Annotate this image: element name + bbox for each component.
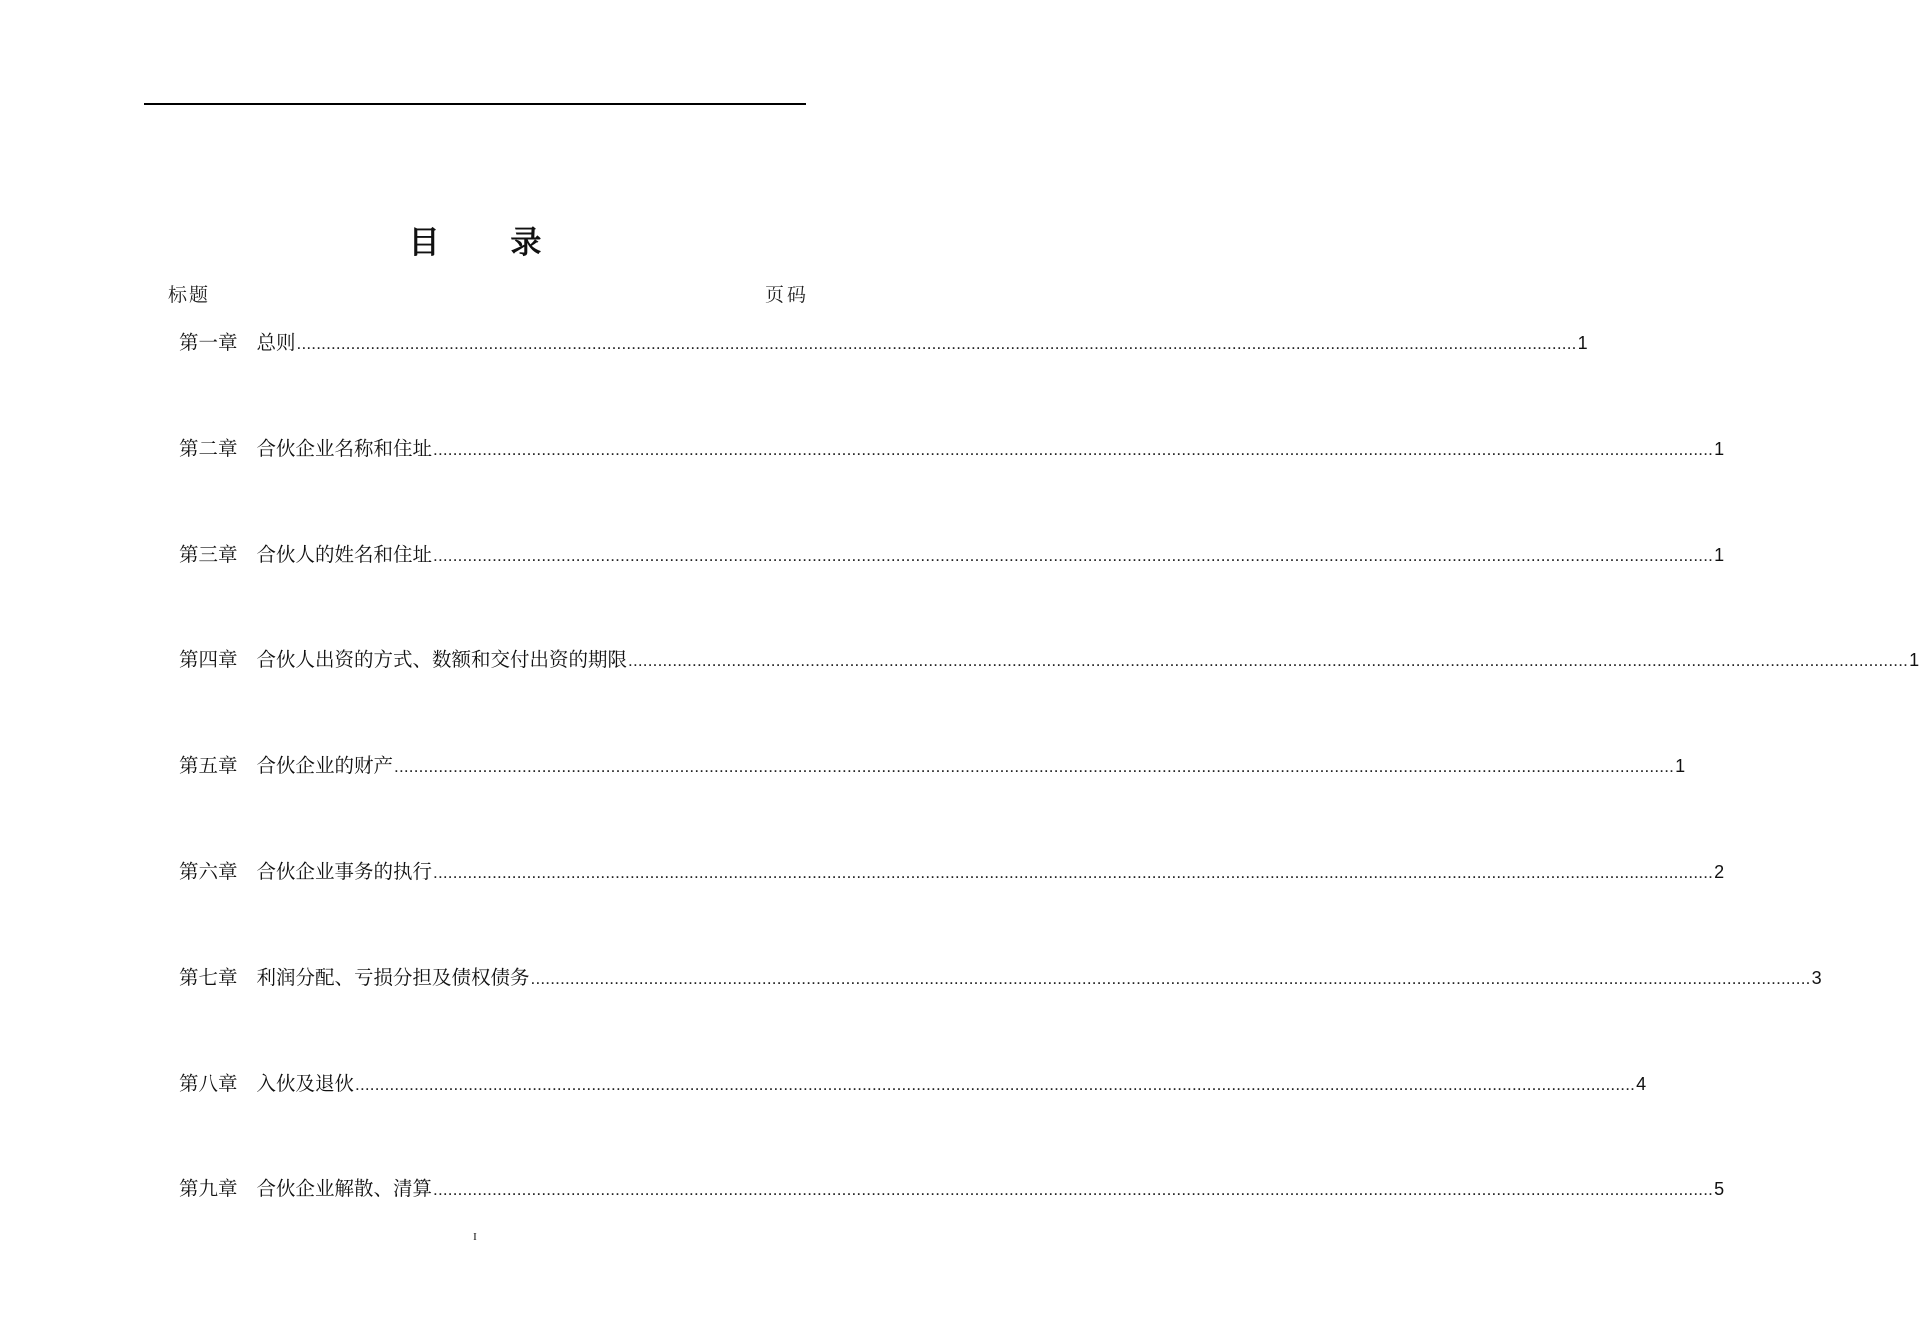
toc-heading: 合伙企业名称和住址 (256, 436, 433, 460)
dot-leader: .................................................................................................................................................................................................................................................................... (433, 439, 1714, 459)
toc-list (179, 329, 1919, 1281)
toc-entry-6[interactable] (179, 858, 1725, 964)
dot-leader: .................................................................................................................................................................................................................................................................... (433, 545, 1714, 565)
dot-leader: .................................................................................................................................................................................................................................................................... (296, 334, 1577, 353)
toc-page-number: 1 (1909, 650, 1919, 671)
dot-leader: .................................................................................................................................................................................................................................................................... (355, 1074, 1636, 1094)
toc-entry-4[interactable] (179, 646, 1919, 752)
toc-chapter-label: 第三章 (179, 542, 238, 566)
toc-chapter-label: 第八章 (179, 1071, 238, 1095)
toc-entry-9[interactable] (179, 1175, 1725, 1281)
toc-heading: 入伙及退伙 (256, 1071, 355, 1095)
toc-heading: 合伙人的姓名和住址 (256, 542, 433, 566)
dot-leader: .................................................................................................................................................................................................................................................................... (530, 968, 1811, 988)
dot-leader: .................................................................................................................................................................................................................................................................... (394, 757, 1675, 777)
toc-chapter-label: 第七章 (179, 965, 238, 989)
toc-entry-7[interactable] (179, 964, 1822, 1070)
dot-leader: .................................................................................................................................................................................................................................................................... (433, 1180, 1714, 1200)
toc-chapter-label: 第五章 (179, 754, 238, 778)
page-column-header: 页码 (764, 284, 809, 306)
toc-entry-8[interactable] (179, 1070, 1647, 1176)
toc-page-number: 5 (1714, 1179, 1725, 1200)
toc-heading: 合伙企业事务的执行 (256, 859, 433, 883)
toc-entry-2[interactable] (179, 435, 1725, 541)
toc-chapter-label: 第四章 (179, 648, 238, 672)
toc-title: 目 录 (408, 225, 572, 261)
toc-heading: 总则 (256, 331, 296, 354)
toc-page-number: 1 (1714, 544, 1725, 565)
toc-page-number: 1 (1577, 333, 1588, 353)
toc-entry-5[interactable] (179, 752, 1686, 858)
toc-chapter-label: 第六章 (179, 859, 238, 883)
toc-chapter-label: 第二章 (179, 436, 238, 460)
title-column-header: 标题 (168, 284, 211, 306)
toc-page-number: 3 (1811, 967, 1822, 988)
toc-heading: 利润分配、亏损分担及债权债务 (256, 965, 530, 989)
toc-heading: 合伙企业解散、清算 (256, 1177, 433, 1201)
header-rule (144, 103, 806, 105)
toc-heading: 合伙企业的财产 (256, 754, 394, 778)
toc-page-number: 1 (1714, 438, 1725, 459)
toc-entry-1[interactable] (179, 329, 1588, 435)
footer-page-number: I (473, 1231, 477, 1243)
dot-leader: .................................................................................................................................................................................................................................................................... (433, 862, 1714, 882)
toc-heading: 合伙人出资的方式、数额和交付出资的期限 (256, 648, 628, 672)
dot-leader: .................................................................................................................................................................................................................................................................... (628, 651, 1909, 671)
toc-page-number: 2 (1714, 861, 1725, 882)
toc-chapter-label: 第一章 (179, 331, 238, 354)
toc-chapter-label: 第九章 (179, 1177, 238, 1201)
toc-entry-3[interactable] (179, 541, 1725, 647)
toc-page-number: 1 (1675, 756, 1686, 777)
toc-page-number: 4 (1636, 1073, 1647, 1094)
